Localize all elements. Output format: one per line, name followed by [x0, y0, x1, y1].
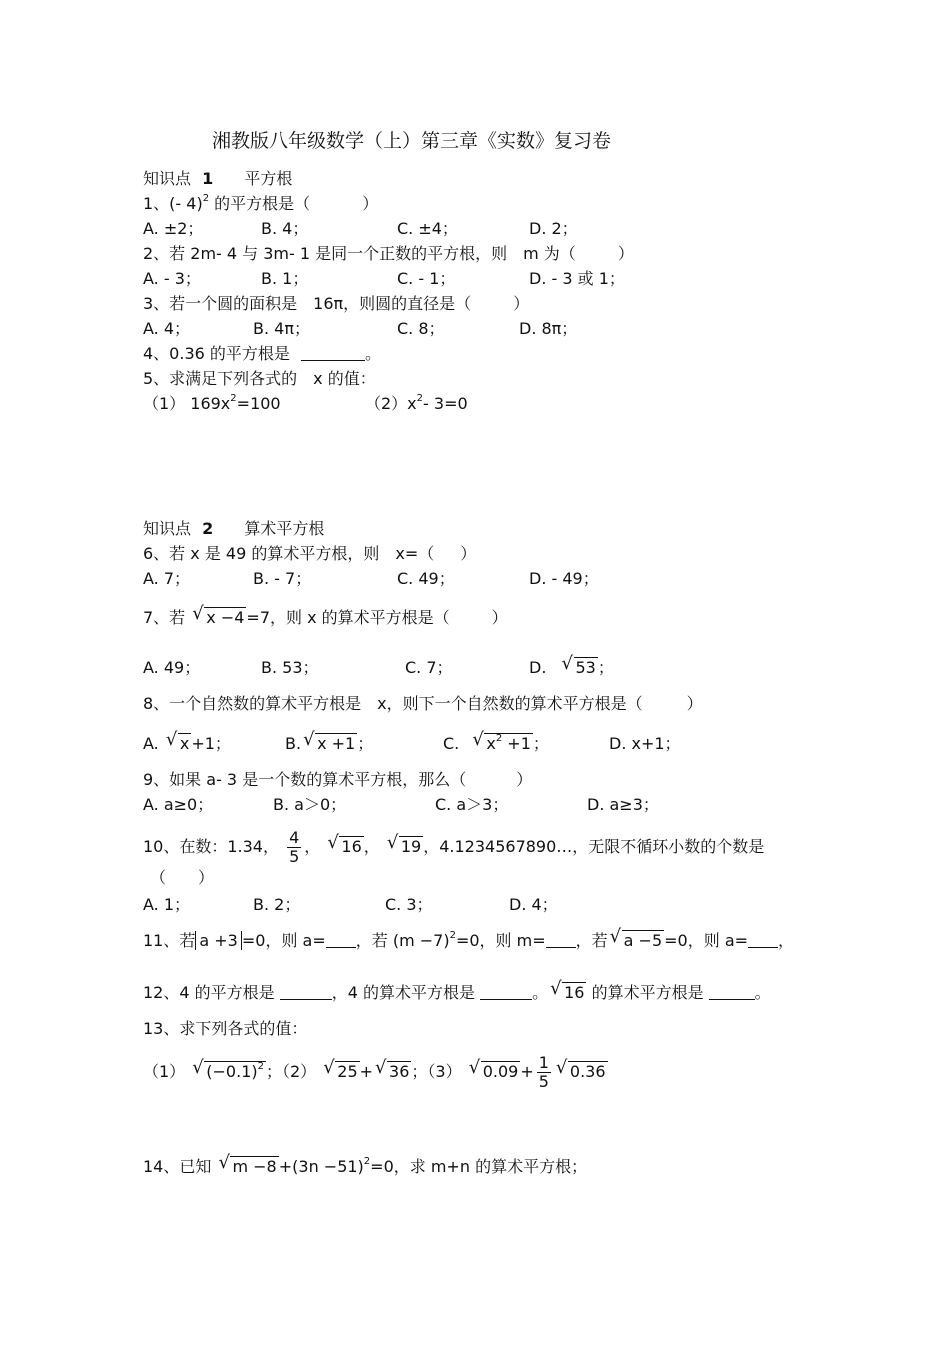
- question-1: [143, 193, 378, 215]
- radicand: 19: [400, 837, 422, 856]
- sqrt-expression: √ 16: [550, 978, 585, 1002]
- option-a[interactable]: A. ±2；: [143, 219, 204, 238]
- section-number: 1: [202, 169, 214, 188]
- sqrt-expression: √ 16: [327, 832, 362, 856]
- radicand: x −4: [206, 608, 245, 627]
- answer-blank[interactable]: [709, 985, 755, 1000]
- radicand: 53: [575, 658, 596, 677]
- numerator: 4: [289, 828, 300, 847]
- question-4: [143, 343, 381, 365]
- option-b[interactable]: B. 53；: [261, 658, 319, 677]
- option-a-label: A.: [143, 734, 159, 753]
- section-name: 平方根: [244, 169, 293, 188]
- exponent: 2: [449, 930, 456, 941]
- radicand-base: x: [486, 734, 496, 753]
- sqrt-expression: √ x: [165, 729, 190, 753]
- option-d[interactable]: D. 4；: [509, 895, 558, 914]
- exponent: 2: [363, 1156, 371, 1167]
- option-d[interactable]: D. 2；: [529, 219, 578, 238]
- option-b[interactable]: B. 1；: [261, 269, 309, 288]
- numerator: 1: [538, 1053, 549, 1072]
- option-c[interactable]: C. 7；: [405, 658, 453, 677]
- q12-text: 12、4 的平方根是: [143, 983, 275, 1002]
- sqrt-expression: √ 19: [386, 832, 422, 856]
- option-d[interactable]: [529, 653, 614, 679]
- q5-part-1-exponent: 2: [230, 393, 237, 404]
- question-8: [143, 693, 703, 715]
- q6-text: 6、若 x 是 49 的算术平方根，则 x=（: [143, 544, 435, 563]
- plus-sign: +: [520, 1062, 534, 1081]
- q6-paren-close: ）: [460, 544, 477, 563]
- question-13: 13、求下列各式的值：: [143, 1019, 308, 1038]
- q11-text-e: =0，则 a=: [664, 931, 749, 950]
- absolute-value: a +3: [195, 931, 241, 950]
- question-10: [143, 829, 764, 866]
- answer-blank[interactable]: [326, 933, 356, 948]
- sqrt-expression: √ m −8: [218, 1152, 277, 1176]
- option-b[interactable]: B. 4；: [261, 219, 309, 238]
- q5-part-1-text: （1） 169x: [143, 394, 231, 413]
- q10-paren: （ ）: [150, 868, 215, 887]
- q10-text-post: ，4.1234567890…，无限不循环小数的个数是: [423, 837, 765, 856]
- q4-text-post: 。: [365, 344, 382, 363]
- option-a[interactable]: A. 49；: [143, 658, 201, 677]
- option-a[interactable]: A. - 3；: [143, 269, 201, 288]
- q11-text-a: =0，则 a=: [241, 931, 326, 950]
- q11-text-d: ，若: [575, 931, 608, 950]
- sqrt-expression: √ 53: [561, 653, 596, 677]
- radicand: x: [179, 734, 190, 753]
- q12-text-mid: ，4 的算术平方根是: [331, 983, 476, 1002]
- q1-text: 1、(- 4): [143, 194, 203, 213]
- fraction: [537, 1054, 551, 1091]
- q7-paren-close: ）: [491, 608, 508, 627]
- option-a[interactable]: [143, 729, 231, 755]
- q11-text-c: =0，则 m=: [455, 931, 546, 950]
- option-a[interactable]: A. 7；: [143, 569, 191, 588]
- q12-end: 。: [754, 983, 771, 1002]
- answer-blank[interactable]: [480, 985, 532, 1000]
- answer-blank[interactable]: [748, 933, 778, 948]
- option-d[interactable]: D. - 3 或 1；: [529, 269, 625, 288]
- question-11: [143, 926, 795, 952]
- answer-blank[interactable]: [546, 933, 576, 948]
- option-a[interactable]: A. a≥0；: [143, 795, 214, 814]
- q11-text: 11、若: [143, 931, 196, 950]
- q1-text-post: 的平方根是（: [209, 194, 311, 213]
- option-d[interactable]: D. - 49；: [529, 569, 599, 588]
- radicand: a −5: [623, 931, 663, 950]
- plus-sign: +: [359, 1062, 374, 1081]
- radicand: 16: [341, 837, 362, 856]
- q1-paren-close: ）: [362, 194, 379, 213]
- q5-part-2: [365, 393, 468, 415]
- option-c[interactable]: C. a＞3；: [435, 795, 509, 814]
- question-6: [143, 543, 476, 565]
- radicand: m −8: [232, 1157, 277, 1176]
- radicand-exponent: 2: [495, 733, 503, 744]
- option-b[interactable]: B. 4π；: [253, 319, 310, 338]
- sqrt-expression: √ $(-0.1)^2$: [192, 1057, 264, 1081]
- question-14: [143, 1152, 588, 1178]
- radicand: [204, 1061, 266, 1081]
- q5-part-2-text: （2）x: [365, 394, 417, 413]
- fraction: [287, 829, 301, 866]
- section-label: 知识点: [143, 519, 192, 538]
- separator: ，: [363, 837, 380, 856]
- sqrt-expression: √ 0.36: [555, 1057, 606, 1081]
- section-number: 2: [202, 519, 214, 538]
- sqrt-expression: √ 25: [323, 1057, 358, 1081]
- q13-parts: [143, 1054, 608, 1091]
- q5-part-1: [143, 393, 281, 415]
- radicand: 0.09: [482, 1062, 519, 1081]
- q2-paren-close: ）: [617, 244, 634, 263]
- q5-part-2-exponent: 2: [416, 393, 424, 404]
- option-d[interactable]: D. x+1；: [609, 734, 681, 753]
- page-title: 湘教版八年级数学（上）第三章《实数》复习卷: [212, 130, 612, 152]
- denominator: 5: [538, 1072, 549, 1091]
- q13-sep-1: ；（2）: [266, 1062, 317, 1081]
- option-c[interactable]: C. - 1；: [397, 269, 456, 288]
- q14-text: 14、已知: [143, 1157, 212, 1176]
- option-c[interactable]: C. 3；: [385, 895, 433, 914]
- q12-text-mid2: 。: [532, 983, 549, 1002]
- option-a[interactable]: A. 4；: [143, 319, 191, 338]
- option-a-post: +1；: [191, 734, 231, 753]
- option-c[interactable]: C. ±4；: [397, 219, 458, 238]
- q8-paren-close: ）: [686, 694, 703, 713]
- question-12: [143, 978, 771, 1004]
- option-c-label: C.: [443, 734, 460, 753]
- denominator: 5: [289, 847, 300, 866]
- q7-text-post: =7，则 x 的算术平方根是（: [246, 608, 450, 627]
- question-7: [143, 603, 508, 629]
- q13-part-1-label: （1）: [143, 1062, 186, 1081]
- q5-part-1-rhs: =100: [236, 394, 281, 413]
- q3-paren-close: ）: [513, 294, 530, 313]
- option-b-label: B.: [285, 734, 302, 753]
- question-5: 5、求满足下列各式的 x 的值：: [143, 369, 376, 388]
- sqrt-expression: √ a −5: [609, 926, 663, 950]
- q14-text-mid: +(3n −51): [278, 1157, 364, 1176]
- option-d-label: D.: [529, 658, 547, 677]
- radicand: 36: [389, 1062, 410, 1081]
- question-3: [143, 293, 529, 315]
- option-b[interactable]: [285, 729, 374, 755]
- q3-text: 3、若一个圆的面积是 16π，则圆的直径是（: [143, 294, 472, 313]
- option-b[interactable]: B. - 7；: [253, 569, 312, 588]
- radicand: 0.36: [569, 1062, 606, 1081]
- option-b[interactable]: B. a＞0；: [273, 795, 347, 814]
- option-c[interactable]: C. 8；: [397, 319, 445, 338]
- sqrt-expression: √ 0.09: [468, 1057, 519, 1081]
- option-c[interactable]: C. 49；: [397, 569, 455, 588]
- option-d[interactable]: D. a≥3；: [587, 795, 659, 814]
- option-d[interactable]: D. 8π；: [519, 319, 578, 338]
- q10-text: 10、在数：1.34，: [143, 837, 279, 856]
- q9-text: 9、如果 a- 3 是一个数的算术平方根，那么（: [143, 770, 467, 789]
- q4-text: 4、0.36 的平方根是: [143, 344, 290, 363]
- section-label: 知识点: [143, 169, 192, 188]
- q14-text-post: =0，求 m+n 的算术平方根；: [370, 1157, 588, 1176]
- radicand: 16: [564, 983, 585, 1002]
- radicand: [484, 733, 533, 753]
- radicand: 25: [337, 1062, 358, 1081]
- q12-text-mid3: 的算术平方根是: [586, 983, 704, 1002]
- option-c[interactable]: [443, 729, 549, 755]
- sqrt-expression: √ x +1: [303, 729, 356, 753]
- q1-exponent: 2: [202, 193, 210, 204]
- option-b-post: ；: [357, 734, 374, 753]
- radicand-exponent: 2: [257, 1061, 264, 1072]
- q7-text: 7、若: [143, 608, 186, 627]
- radicand-base: (−0.1): [206, 1062, 258, 1081]
- q2-text: 2、若 2m- 4 与 3m- 1 是同一个正数的平方根，则 m 为（: [143, 244, 576, 263]
- option-c-post: ；: [532, 734, 549, 753]
- separator: ，: [304, 837, 321, 856]
- q13-sep-2: ；（3）: [411, 1062, 462, 1081]
- radicand-rest: +1: [502, 734, 531, 753]
- section-heading-1: [143, 168, 292, 190]
- question-9: [143, 769, 532, 791]
- option-b[interactable]: B. 2；: [253, 895, 301, 914]
- q8-text: 8、一个自然数的算术平方根是 x，则下一个自然数的算术平方根是（: [143, 694, 643, 713]
- answer-blank[interactable]: [280, 985, 332, 1000]
- sqrt-expression: √ $x^2 +1$: [472, 729, 531, 753]
- option-d-post: ；: [597, 658, 614, 677]
- section-name: 算术平方根: [244, 519, 325, 538]
- question-2: [143, 243, 634, 265]
- sqrt-expression: √ 36: [375, 1057, 410, 1081]
- sqrt-expression: √ x −4: [192, 603, 245, 627]
- section-heading-2: [143, 518, 324, 540]
- answer-blank[interactable]: [301, 346, 365, 361]
- q9-paren-close: ）: [516, 770, 533, 789]
- q11-text-b: ，若 (m −7): [355, 931, 450, 950]
- q5-part-2-rhs: - 3=0: [423, 394, 468, 413]
- option-a[interactable]: A. 1；: [143, 895, 191, 914]
- q11-end: ，: [778, 931, 795, 950]
- radicand: x +1: [317, 734, 356, 753]
